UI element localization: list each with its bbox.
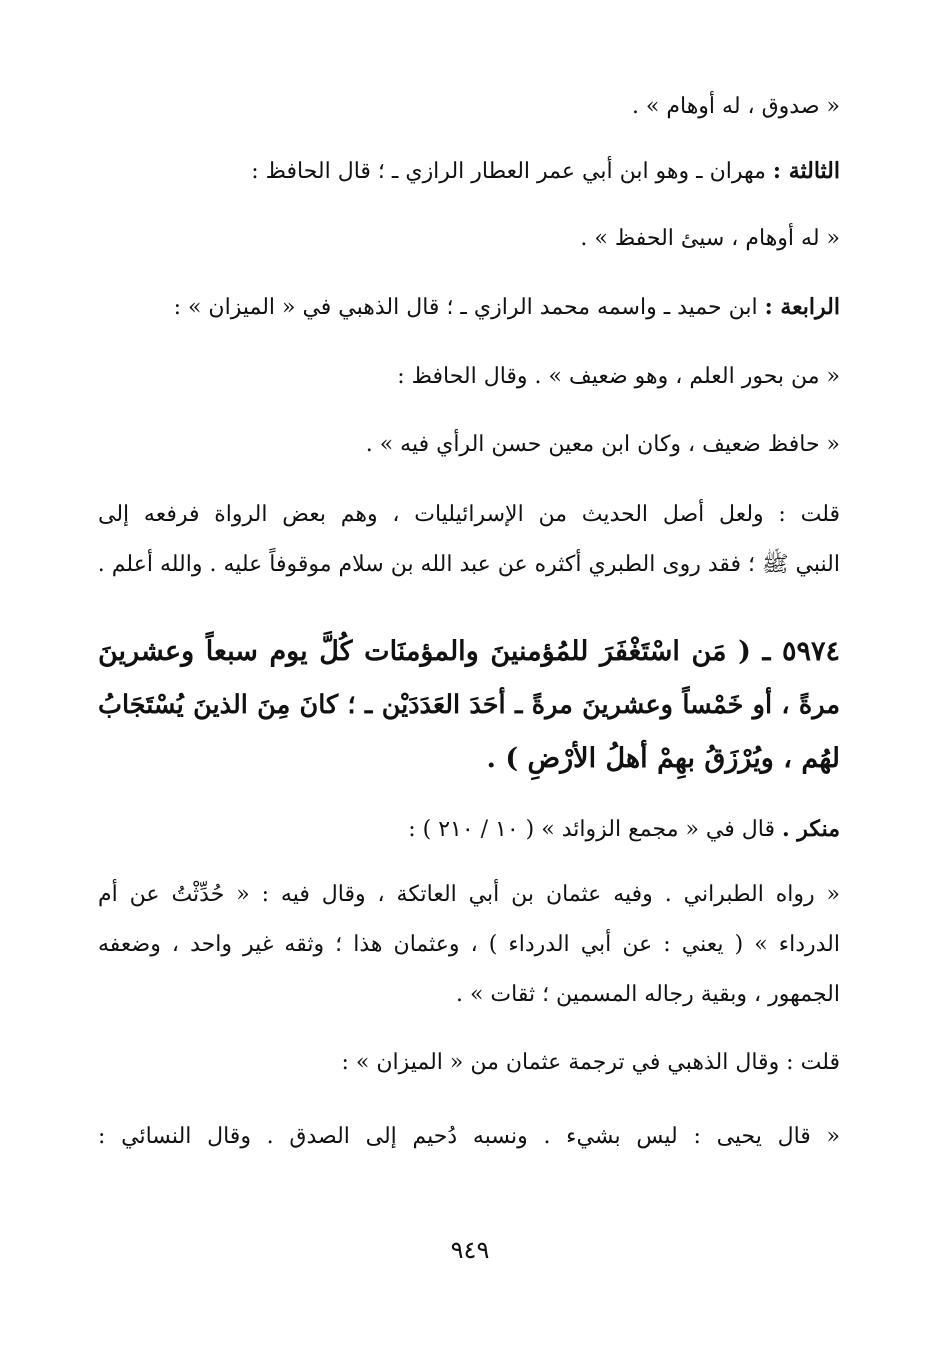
quote-text: « حافظ ضعيف ، وكان ابن معين حسن الرأي فيه » . xyxy=(365,432,840,457)
body-text: قلت : ولعل أصل الحديث من الإسرائيليات ، وهم بعض الرواة فرفعه إلى xyxy=(98,502,840,527)
text-line xyxy=(98,500,840,530)
quote-text: « رواه الطبراني . وفيه عثمان بن أبي العاتكة ، وقال فيه : « حُدِّثْتُ عن أم xyxy=(98,882,840,907)
body-text: قلت : وقال الذهبي في ترجمة عثمان من « الميزان » : xyxy=(341,1050,840,1075)
hadith-line xyxy=(98,740,840,778)
text-line xyxy=(98,430,840,460)
quote-text: « قال يحيى : ليس بشيء . ونسبه دُحيم إلى الصدق . وقال النسائي : xyxy=(98,1124,840,1149)
body-text: ابن حميد ـ واسمه محمد الرازي ـ ؛ قال الذهبي في « الميزان » : xyxy=(173,295,765,320)
section-label: الرابعة : xyxy=(764,294,840,320)
body-text: النبي ﷺ ؛ فقد روى الطبري أكثره عن عبد الله بن سلام موقوفاً عليه . والله أعلم . xyxy=(97,552,840,577)
text-line xyxy=(98,156,840,187)
text-line xyxy=(98,1122,840,1152)
text-line xyxy=(98,880,840,910)
hadith-line xyxy=(98,686,840,724)
hadith-text: مرةً ، أو خَمْساً وعشرينَ مرةً ـ أحَدَ العَدَدَيْن ـ ؛ كانَ مِنَ الذينَ يُسْتَجَابُ xyxy=(98,690,840,720)
hadith-line xyxy=(98,633,840,671)
quote-text: الجمهور ، وبقية رجاله المسمين ؛ ثقات » . xyxy=(455,982,840,1007)
quote-text: « صدوق ، له أوهام » . xyxy=(631,94,840,119)
quote-text: « له أوهام ، سيئ الحفظ » . xyxy=(580,226,840,251)
quote-text: « من بحور العلم ، وهو ضعيف » . وقال الحافظ : xyxy=(397,364,840,389)
text-line xyxy=(98,980,840,1010)
text-line xyxy=(98,362,840,392)
quote-text: الدرداء » ( يعني : عن أبي الدرداء ) ، وعثمان هذا ؛ وثقه غير واحد ، وضعفه xyxy=(98,932,840,957)
page-number: ٩٤٩ xyxy=(450,1236,490,1264)
body-text: مهران ـ وهو ابن أبي عمر العطار الرازي ـ ؛ قال الحافظ : xyxy=(251,159,773,184)
section-label: الثالثة : xyxy=(772,158,840,184)
grade-label: منكر . xyxy=(781,816,840,842)
text-line xyxy=(98,224,840,254)
hadith-text: لهُم ، ويُرْزَقُ بهِمْ أهلُ الأرْضِ ) . xyxy=(486,743,840,774)
text-line xyxy=(98,814,840,845)
text-line xyxy=(98,292,840,323)
text-line xyxy=(98,930,840,960)
text-line xyxy=(98,550,840,580)
text-line xyxy=(98,92,840,122)
body-text: قال في « مجمع الزوائد » ( ١٠ / ٢١٠ ) : xyxy=(408,817,782,842)
text-line xyxy=(98,1048,840,1078)
hadith-text: ٥٩٧٤ ـ ( مَن اسْتَغْفَرَ للمُؤمنينَ والمؤمنَات كُلَّ يوم سبعاً وعشرينَ xyxy=(98,636,840,667)
